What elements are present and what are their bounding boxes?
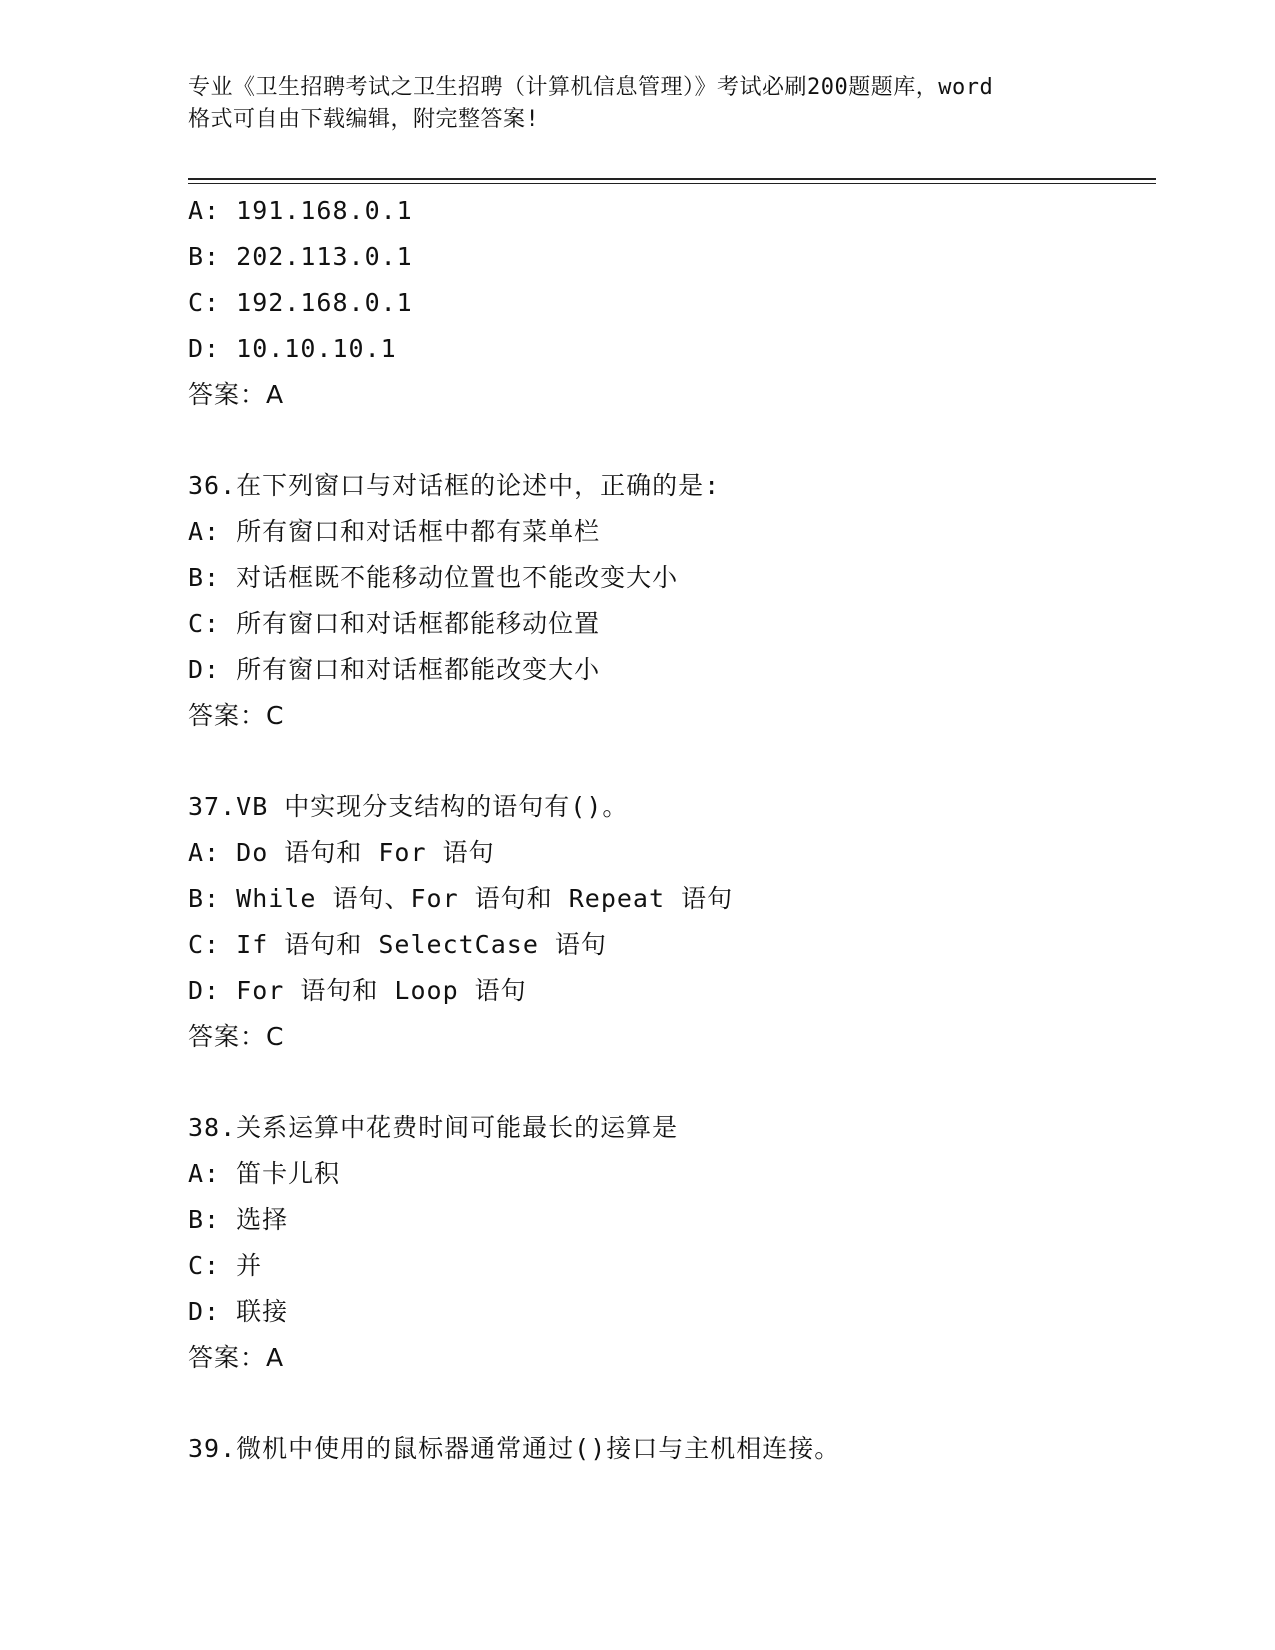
question-text: 37.VB 中实现分支结构的语句有()。 [188,792,629,821]
spacer [188,418,1148,463]
option-c: C: 并 [188,1251,263,1280]
document-header [188,72,1088,136]
question-38 [188,1105,1148,1381]
option-a: A: 笛卡儿积 [188,1159,341,1188]
option-c: C: 所有窗口和对话框都能移动位置 [188,609,601,638]
question-35 [188,188,1148,418]
spacer [188,1060,1148,1105]
option-a: A: Do 语句和 For 语句 [188,838,495,867]
spacer [188,1381,1148,1426]
header-divider-thin [188,183,1156,184]
option-a: A: 所有窗口和对话框中都有菜单栏 [188,517,601,546]
option-a: A: 191.168.0.1 [188,196,413,225]
option-b: B: While 语句、For 语句和 Repeat 语句 [188,884,734,913]
question-37 [188,784,1148,1060]
answer-line: 答案：C [188,1022,285,1051]
option-b: B: 选择 [188,1205,289,1234]
option-c: C: If 语句和 SelectCase 语句 [188,930,607,959]
answer-line: 答案：C [188,701,285,730]
option-d: D: For 语句和 Loop 语句 [188,976,527,1005]
header-line-2: 格式可自由下载编辑，附完整答案! [188,107,540,132]
spacer [188,739,1148,784]
option-b: B: 对话框既不能移动位置也不能改变大小 [188,563,679,592]
question-39 [188,1426,1148,1472]
answer-line: 答案：A [188,1343,285,1372]
header-line-1: 专业《卫生招聘考试之卫生招聘（计算机信息管理）》考试必刷200题题库，word [188,75,994,100]
option-d: D: 10.10.10.1 [188,334,397,363]
question-list [188,188,1148,1472]
option-d: D: 所有窗口和对话框都能改变大小 [188,655,601,684]
option-b: B: 202.113.0.1 [188,242,413,271]
question-text: 39.微机中使用的鼠标器通常通过()接口与主机相连接。 [188,1434,841,1463]
question-text: 36.在下列窗口与对话框的论述中，正确的是: [188,471,721,500]
option-c: C: 192.168.0.1 [188,288,413,317]
answer-line: 答案：A [188,380,285,409]
option-d: D: 联接 [188,1297,289,1326]
question-36 [188,463,1148,739]
question-text: 38.关系运算中花费时间可能最长的运算是 [188,1113,679,1142]
header-divider-thick [188,178,1156,180]
